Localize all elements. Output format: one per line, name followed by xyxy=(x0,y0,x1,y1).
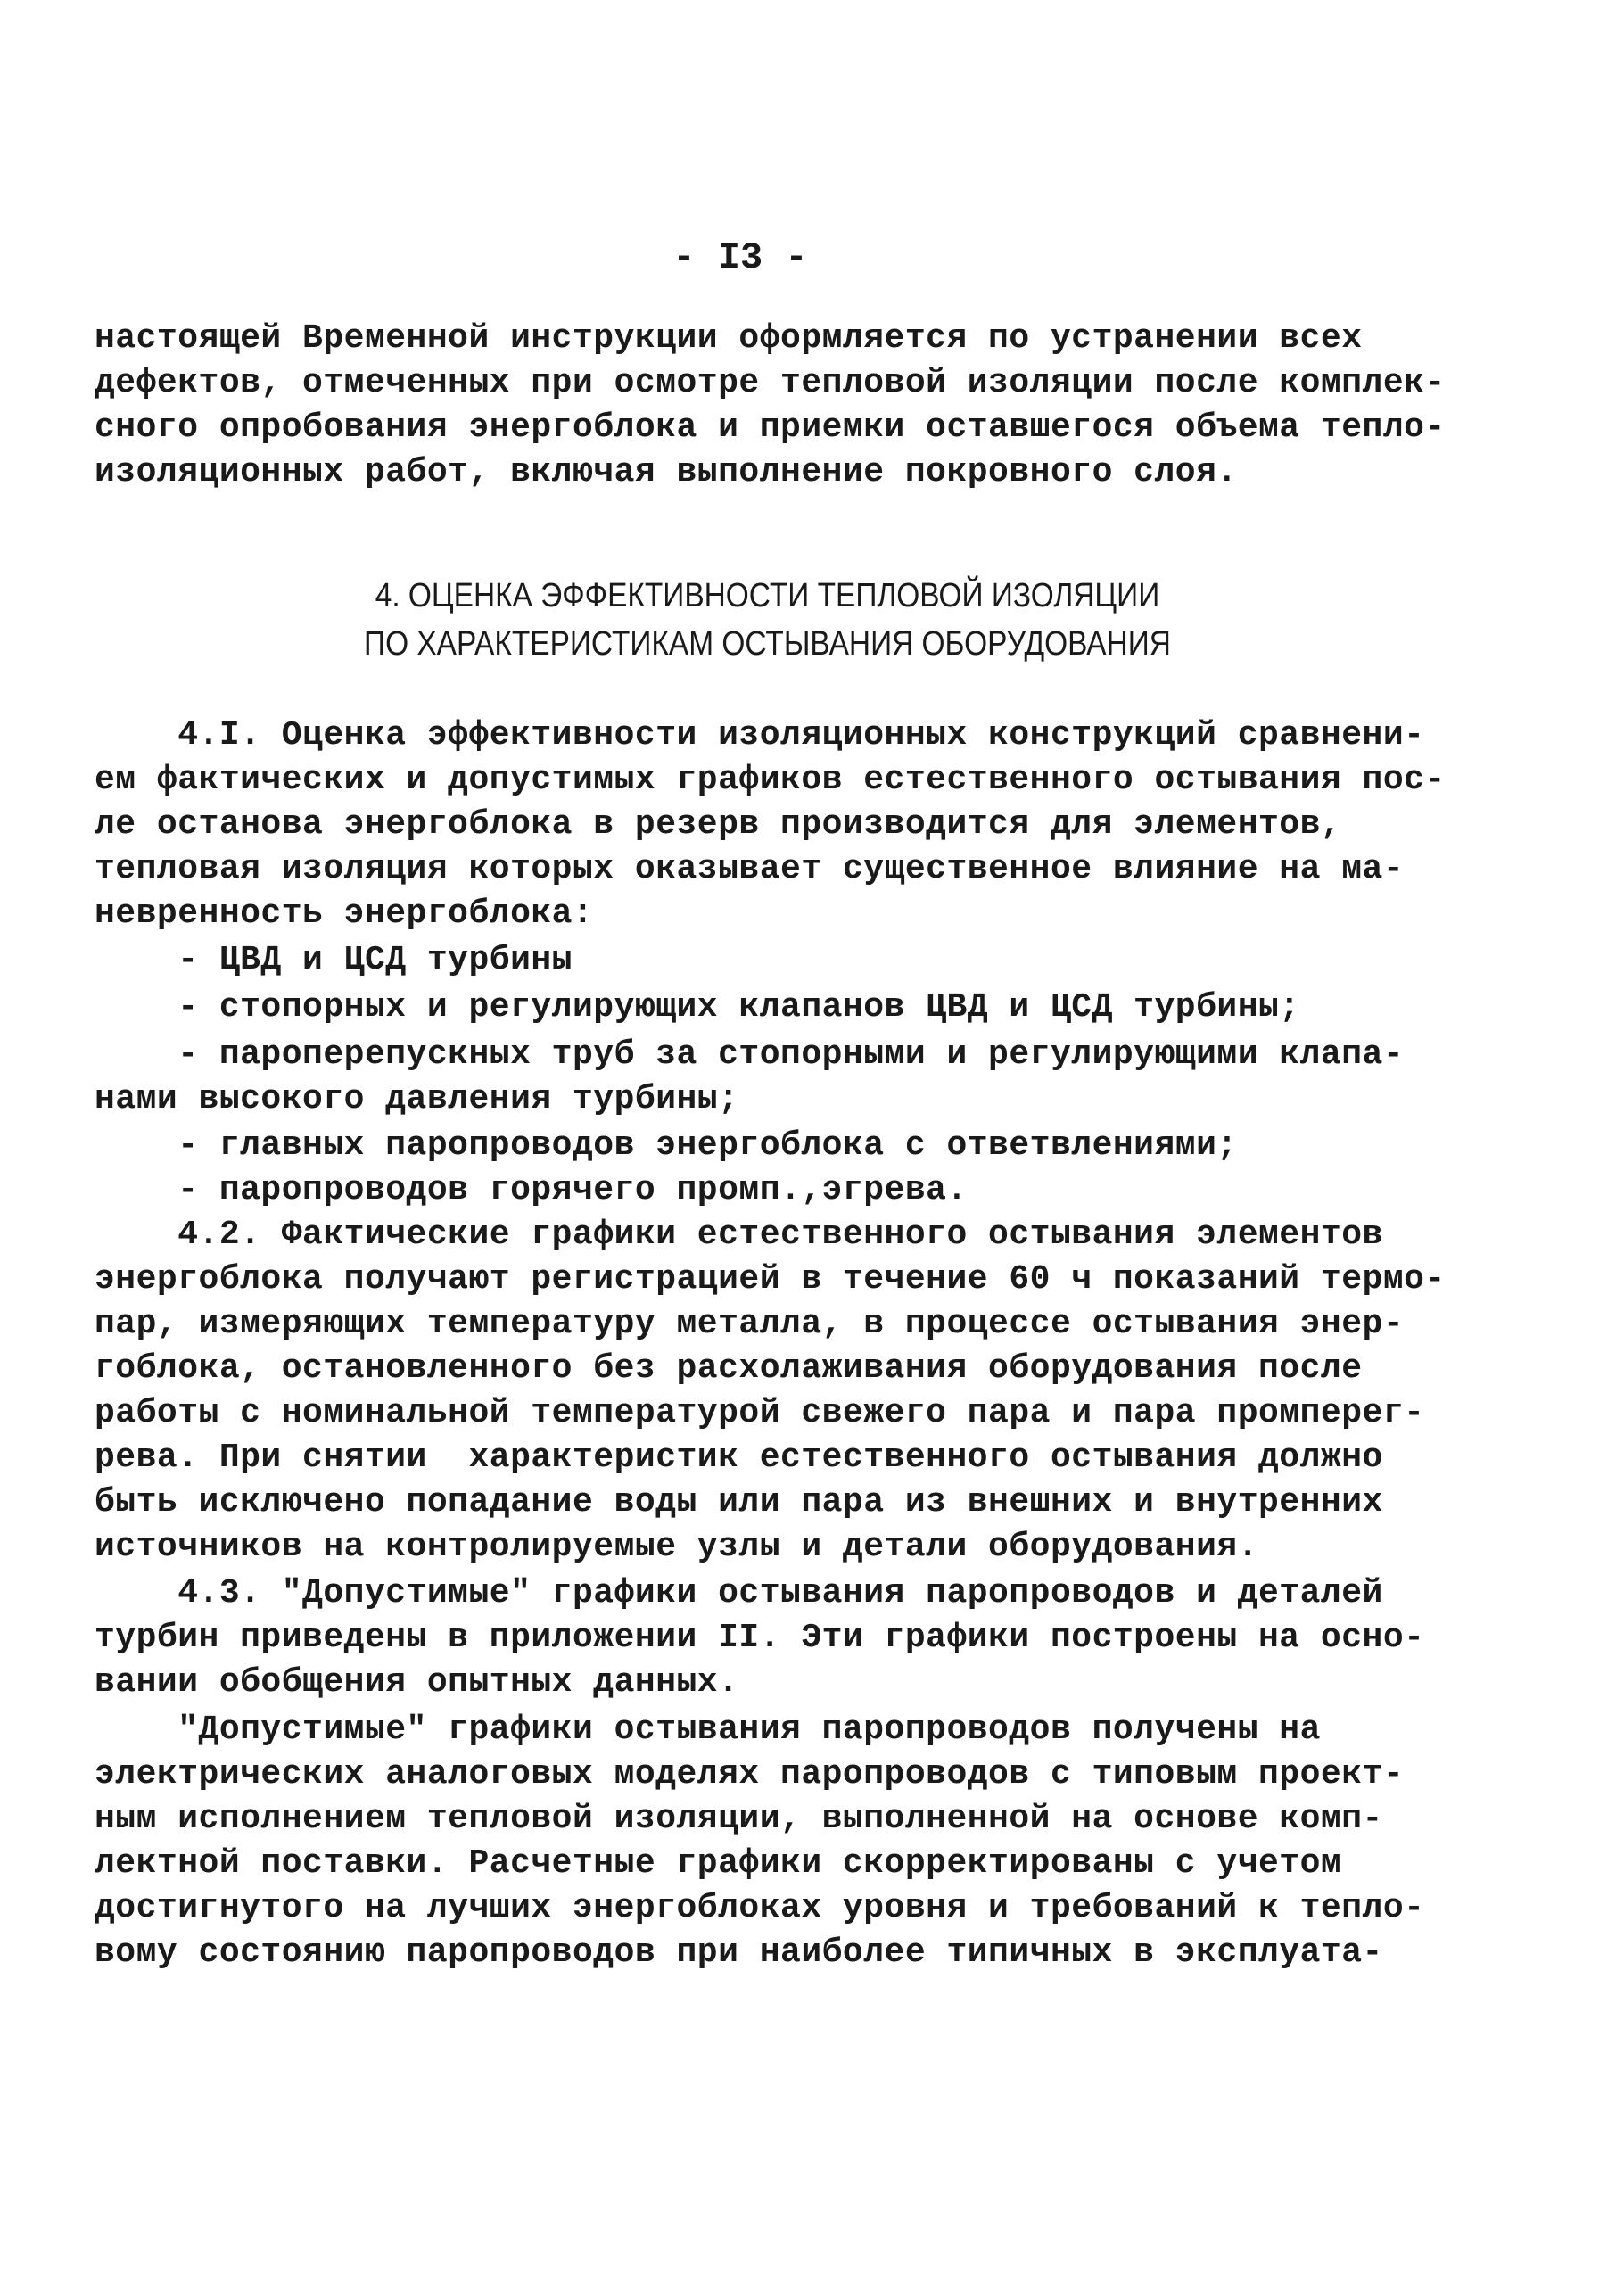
text-line: изоляционных работ, включая выполнение покровного слоя. xyxy=(95,453,1238,491)
text-line: 4.2. Фактические графики естественного остывания элементов xyxy=(95,1216,1383,1254)
page-number: - I3 - xyxy=(672,236,808,279)
text-line: турбин приведены в приложении II. Эти графики построены на осно- xyxy=(95,1619,1425,1657)
text-line: ным исполнением тепловой изоляции, выполненной на основе комп- xyxy=(95,1800,1383,1838)
text-line: вому состоянию паропроводов при наиболее типичных в эксплуата- xyxy=(95,1934,1383,1972)
text-line: 4.3. "Допустимые" графики остывания паропроводов и деталей xyxy=(95,1574,1383,1612)
text-line: вании обобщения опытных данных. xyxy=(95,1663,739,1702)
text-line: сного опробования энергоблока и приемки оставшегося объема тепло- xyxy=(95,408,1446,447)
text-line: невренность энергоблока: xyxy=(95,895,594,933)
text-line: рева. При снятии характеристик естественного остывания должно xyxy=(95,1439,1383,1477)
text-line: пар, измеряющих температуру металла, в процессе остывания энер- xyxy=(95,1305,1405,1343)
text-line: гоблока, остановленного без расхолаживания оборудования после xyxy=(95,1349,1363,1388)
text-line: "Допустимые" графики остывания паропроводов получены на xyxy=(95,1711,1321,1749)
text-line: 4.I. Оценка эффективности изоляционных конструкций сравнени- xyxy=(95,716,1425,754)
list-item: - пароперепускных труб за стопорными и регулирующими клапа- xyxy=(95,1035,1405,1074)
text-line: тепловая изоляция которых оказывает существенное влияние на ма- xyxy=(95,850,1405,888)
text-line: электрических аналоговых моделях паропроводов с типовым проект- xyxy=(95,1755,1405,1793)
list-item: - стопорных и регулирующих клапанов ЦВД и ЦСД турбины; xyxy=(95,988,1300,1027)
text-line: настоящей Временной инструкции оформляется по устранении всех xyxy=(95,319,1363,358)
text-line: источников на контролируемые узлы и детали оборудования. xyxy=(95,1528,1259,1566)
text-line: достигнутого на лучших энергоблоках уровня и требований к тепло- xyxy=(95,1889,1425,1927)
list-item: - главных паропроводов энергоблока с ответвлениями; xyxy=(95,1126,1238,1165)
text-line: дефектов, отмеченных при осмотре тепловой изоляции после комплек- xyxy=(95,364,1446,402)
list-item: - ЦВД и ЦСД турбины xyxy=(95,941,573,979)
text-line: лектной поставки. Расчетные графики скорректированы с учетом xyxy=(95,1844,1342,1883)
text-line: быть исключено попадание воды или пара из внешних и внутренних xyxy=(95,1483,1383,1521)
section-title-line-1: 4. ОЦЕНКА ЭФФЕКТИВНОСТИ ТЕПЛОВОЙ ИЗОЛЯЦИИ xyxy=(375,577,1160,614)
text-line: энергоблока получают регистрацией в течение 60 ч показаний термо- xyxy=(95,1260,1446,1299)
text-line: ле останова энергоблока в резерв производится для элементов, xyxy=(95,805,1342,844)
text-line: работы с номинальной температурой свежего пара и пара промперег- xyxy=(95,1394,1425,1432)
section-title-line-2: ПО ХАРАКТЕРИСТИКАМ ОСТЫВАНИЯ ОБОРУДОВАНИЯ xyxy=(364,625,1171,663)
text-line: ем фактических и допустимых графиков естественного остывания пос- xyxy=(95,761,1446,799)
list-item: - паропроводов горячего промп.,эгрева. xyxy=(95,1171,968,1209)
text-line: нами высокого давления турбины; xyxy=(95,1080,739,1118)
